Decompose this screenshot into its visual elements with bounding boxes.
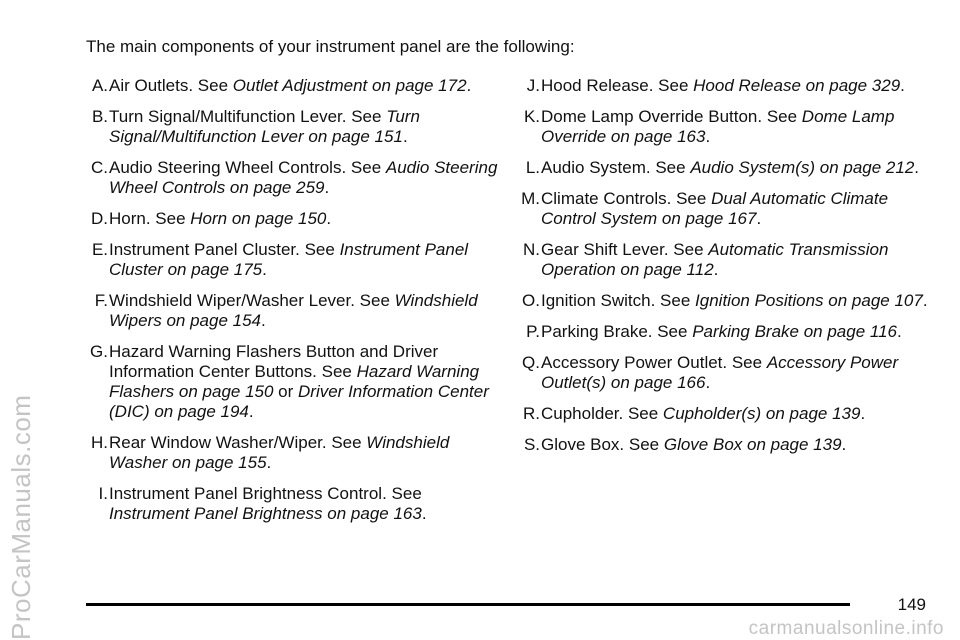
list-item	[510, 291, 940, 311]
item-conjunction: or	[273, 382, 299, 401]
item-text	[108, 433, 498, 473]
list-item	[78, 342, 498, 422]
item-period: .	[466, 76, 472, 95]
item-letter: M.	[521, 189, 540, 208]
list-item	[510, 322, 940, 342]
item-period: .	[421, 504, 427, 523]
item-text	[108, 158, 498, 198]
list-item	[510, 435, 940, 455]
item-period: .	[248, 402, 254, 421]
item-period: .	[326, 209, 332, 228]
list-item	[510, 353, 940, 393]
footer-rule	[86, 603, 850, 606]
list-item	[78, 291, 498, 331]
list-item	[510, 404, 940, 424]
item-description: Dome Lamp Override Button. See	[541, 107, 802, 126]
item-period: .	[841, 435, 847, 454]
component-list-left	[78, 76, 498, 535]
item-period: .	[860, 404, 866, 423]
item-period: .	[914, 158, 920, 177]
item-page-reference: Instrument Panel Cluster on page 175	[109, 240, 469, 279]
item-letter: N.	[523, 240, 540, 259]
item-description: Hood Release. See	[541, 76, 694, 95]
footer-watermark: carmanualsonline.info	[748, 618, 944, 639]
item-period: .	[705, 373, 711, 392]
item-text	[540, 404, 865, 424]
item-description: Ignition Switch. See	[541, 291, 696, 310]
list-item	[78, 158, 498, 198]
list-item	[510, 76, 940, 96]
item-letter: A.	[91, 76, 108, 95]
item-text	[540, 189, 940, 229]
item-page-reference: Glove Box on page 139	[663, 435, 842, 454]
item-period: .	[922, 291, 928, 310]
item-description: Cupholder. See	[541, 404, 663, 423]
item-description: Air Outlets. See	[109, 76, 233, 95]
side-watermark: ProCarManuals.com	[6, 394, 36, 640]
item-period: .	[705, 127, 711, 146]
item-description: Audio System. See	[541, 158, 691, 177]
item-page-reference: Turn Signal/Multifunction Lever on page 151	[109, 107, 420, 146]
list-item	[78, 240, 498, 280]
list-item	[78, 209, 498, 229]
item-page-reference: Horn on page 150	[190, 209, 327, 228]
item-description: Climate Controls. See	[541, 189, 712, 208]
item-text	[108, 76, 471, 96]
item-period: .	[266, 453, 272, 472]
item-text	[108, 209, 331, 229]
list-item	[78, 433, 498, 473]
item-letter: Q.	[522, 353, 540, 372]
item-letter: F.	[94, 291, 108, 310]
item-text	[540, 107, 940, 147]
item-text	[540, 158, 919, 178]
item-text	[108, 484, 498, 524]
component-list-right	[510, 76, 940, 466]
item-period: .	[896, 322, 902, 341]
item-page-reference: Audio Steering Wheel Controls on page 259	[109, 158, 498, 197]
item-page-reference: Hazard Warning Flashers on page 150	[109, 362, 480, 401]
item-page-reference: Windshield Washer on page 155	[109, 433, 450, 472]
item-page-reference: Accessory Power Outlet(s) on page 166	[541, 353, 899, 392]
list-item	[510, 158, 940, 178]
item-page-reference: Parking Brake on page 116	[692, 322, 897, 341]
item-text	[108, 240, 498, 280]
item-period: .	[402, 127, 408, 146]
item-period: .	[262, 260, 267, 279]
item-description: Audio Steering Wheel Controls. See	[109, 158, 386, 177]
item-description: Rear Window Washer/Wiper. See	[109, 433, 367, 452]
list-item	[78, 76, 498, 96]
list-item	[510, 107, 940, 147]
list-item	[510, 189, 940, 229]
item-period: .	[261, 311, 266, 330]
item-period: .	[713, 260, 719, 279]
item-letter: E.	[91, 240, 108, 259]
item-letter: S.	[523, 435, 540, 454]
item-description: Horn. See	[109, 209, 191, 228]
item-text	[108, 291, 498, 331]
list-item	[510, 240, 940, 280]
item-text	[540, 353, 940, 393]
item-letter: D.	[91, 209, 108, 228]
item-page-reference: Hood Release on page 329	[693, 76, 901, 95]
item-page-reference: Outlet Adjustment on page 172	[232, 76, 467, 95]
item-description: Accessory Power Outlet. See	[541, 353, 767, 372]
intro-text: The main components of your instrument panel are the following:	[86, 37, 575, 56]
item-description: Instrument Panel Brightness Control. See	[109, 484, 422, 503]
item-page-reference: Ignition Positions on page 107	[695, 291, 923, 310]
item-text	[540, 322, 902, 342]
item-page-reference: Dual Automatic Climate Control System on page 167	[541, 189, 889, 228]
item-period: .	[324, 178, 330, 197]
item-description: Turn Signal/Multifunction Lever. See	[109, 107, 387, 126]
item-description: Glove Box. See	[541, 435, 664, 454]
item-description: Hazard Warning Flashers Button and Driver Information Center Buttons. See	[109, 342, 439, 381]
item-letter: R.	[523, 404, 540, 423]
page-number: 149	[897, 595, 926, 614]
item-page-reference: Cupholder(s) on page 139	[662, 404, 861, 423]
item-period: .	[756, 209, 762, 228]
item-letter: H.	[91, 433, 108, 452]
item-page-reference-2: Driver Information Center (DIC) on page 194	[109, 382, 489, 421]
item-page-reference: Windshield Wipers on page 154	[109, 291, 478, 330]
item-description: Instrument Panel Cluster. See	[109, 240, 340, 259]
item-text	[108, 107, 498, 147]
item-letter: O.	[522, 291, 540, 310]
item-text	[540, 291, 928, 311]
list-item	[78, 484, 498, 524]
item-letter: P.	[526, 322, 540, 341]
item-page-reference: Audio System(s) on page 212	[690, 158, 915, 177]
item-description: Windshield Wiper/Washer Lever. See	[109, 291, 395, 310]
item-letter: B.	[91, 107, 108, 126]
list-item	[78, 107, 498, 147]
item-letter: K.	[523, 107, 540, 126]
item-page-reference: Instrument Panel Brightness on page 163	[109, 504, 422, 523]
item-letter: G.	[90, 342, 108, 361]
item-text	[540, 435, 846, 455]
item-period: .	[900, 76, 905, 95]
item-page-reference: Dome Lamp Override on page 163	[541, 107, 895, 146]
item-letter: C.	[91, 158, 108, 177]
item-letter: L.	[525, 158, 540, 177]
item-text	[108, 342, 498, 422]
item-description: Parking Brake. See	[541, 322, 693, 341]
item-text	[540, 240, 940, 280]
item-description: Gear Shift Lever. See	[541, 240, 709, 259]
item-letter: J.	[526, 76, 540, 95]
item-page-reference: Automatic Transmission Operation on page 112	[541, 240, 889, 279]
item-letter: I.	[98, 484, 108, 503]
item-text	[540, 76, 905, 96]
